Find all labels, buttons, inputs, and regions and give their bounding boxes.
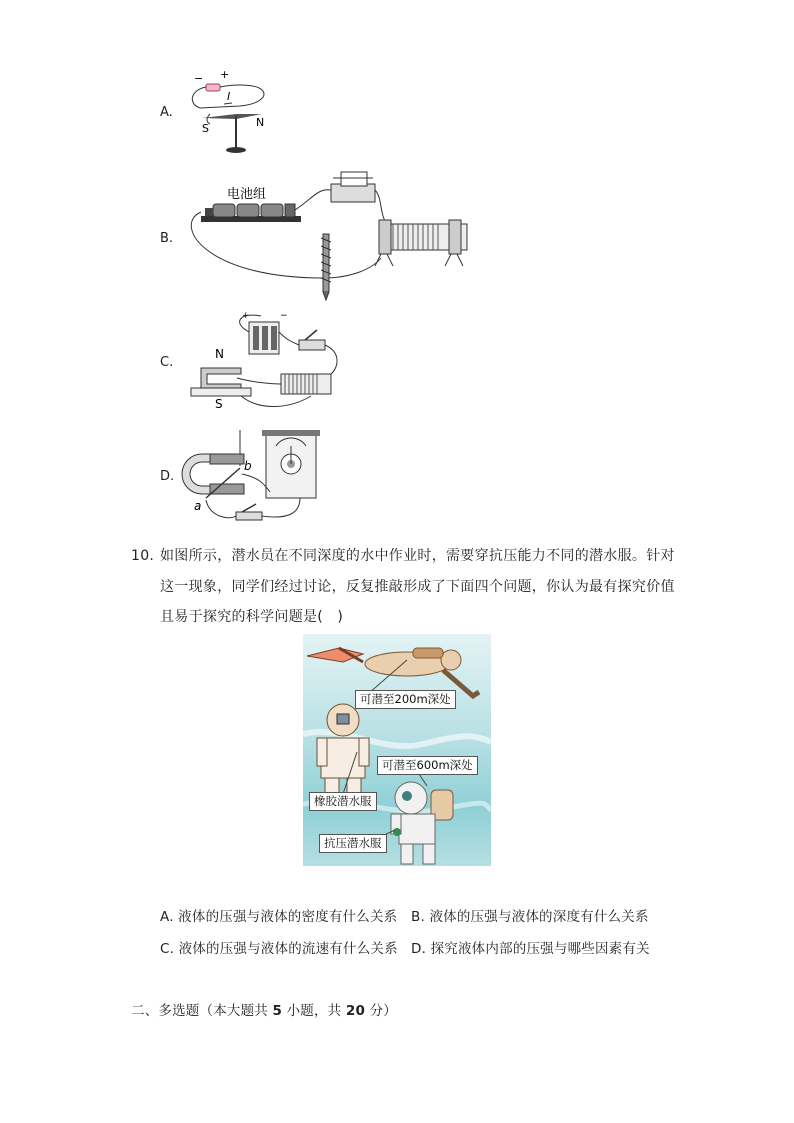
galvanometer-icon xyxy=(262,430,320,498)
figure-a-minus: − xyxy=(194,72,204,85)
figure-b-electromagnet xyxy=(183,168,483,303)
figure-d-b: b xyxy=(244,459,252,473)
question-line-2: 这一现象，同学们经过讨论，反复推敲形成了下面四个问题，你认为最有探究价值 xyxy=(160,579,675,595)
option-c-label: C. xyxy=(160,355,174,370)
figure-a-plus: + xyxy=(220,68,230,81)
section-score: 20 xyxy=(345,1003,366,1019)
section-header xyxy=(131,999,397,1019)
figure-a-current: I xyxy=(227,90,231,103)
figure-c-north: N xyxy=(215,347,224,361)
horseshoe-magnet-icon xyxy=(191,368,251,396)
battery-box-icon xyxy=(249,322,279,354)
question-number: 10. xyxy=(131,548,155,564)
diver-illustration xyxy=(303,634,491,866)
horseshoe-magnet-icon xyxy=(186,454,244,494)
figure-c-plus: + xyxy=(242,312,250,321)
figure-d-induction xyxy=(180,428,325,524)
nail-icon xyxy=(321,234,331,300)
callout-depth-200: 可潜至200m深处 xyxy=(355,690,456,709)
battery-pack-icon xyxy=(213,204,295,217)
figure-c-minus: − xyxy=(280,312,288,321)
choice-a[interactable]: A. 液体的压强与液体的密度有什么关系 xyxy=(160,909,398,925)
switch-icon xyxy=(299,330,325,350)
coil-icon xyxy=(281,374,331,394)
question-line-1: 如图所示，潜水员在不同深度的水中作业时，需要穿抗压能力不同的潜水服。针对 xyxy=(160,548,675,564)
battery-icon xyxy=(206,84,220,91)
option-a-label: A. xyxy=(160,105,173,120)
coil-icon xyxy=(375,220,467,266)
switch-icon xyxy=(236,504,262,520)
switch-icon xyxy=(331,172,375,202)
choice-d[interactable]: D. 探究液体内部的压强与哪些因素有关 xyxy=(411,941,650,957)
option-d-label: D. xyxy=(160,469,175,484)
callout-pressure-suit: 抗压潜水服 xyxy=(319,834,387,853)
figure-a-oersted xyxy=(180,66,280,158)
figure-d-a: a xyxy=(194,499,202,513)
section-prefix: 二、多选题（本大题共 xyxy=(131,1003,273,1019)
figure-a-north: N xyxy=(256,116,265,129)
callout-depth-600: 可潜至600m深处 xyxy=(377,756,478,775)
choice-b[interactable]: B. 液体的压强与液体的深度有什么关系 xyxy=(411,909,649,925)
figure-c-south: S xyxy=(215,397,223,411)
figure-b-battery-label: 电池组 xyxy=(227,187,267,202)
figure-a-south: S xyxy=(202,122,209,135)
question-line-3: 且易于探究的科学问题是( ) xyxy=(160,609,344,625)
figure-c-generator xyxy=(181,312,341,412)
callout-rubber-suit: 橡胶潜水服 xyxy=(309,792,377,811)
option-b-label: B. xyxy=(160,231,174,246)
section-count: 5 xyxy=(272,1003,283,1019)
compass-needle-icon xyxy=(202,114,262,119)
choice-c[interactable]: C. 液体的压强与液体的流速有什么关系 xyxy=(160,941,398,957)
section-middle: 小题，共 xyxy=(282,1003,346,1019)
section-suffix: 分） xyxy=(365,1003,397,1019)
